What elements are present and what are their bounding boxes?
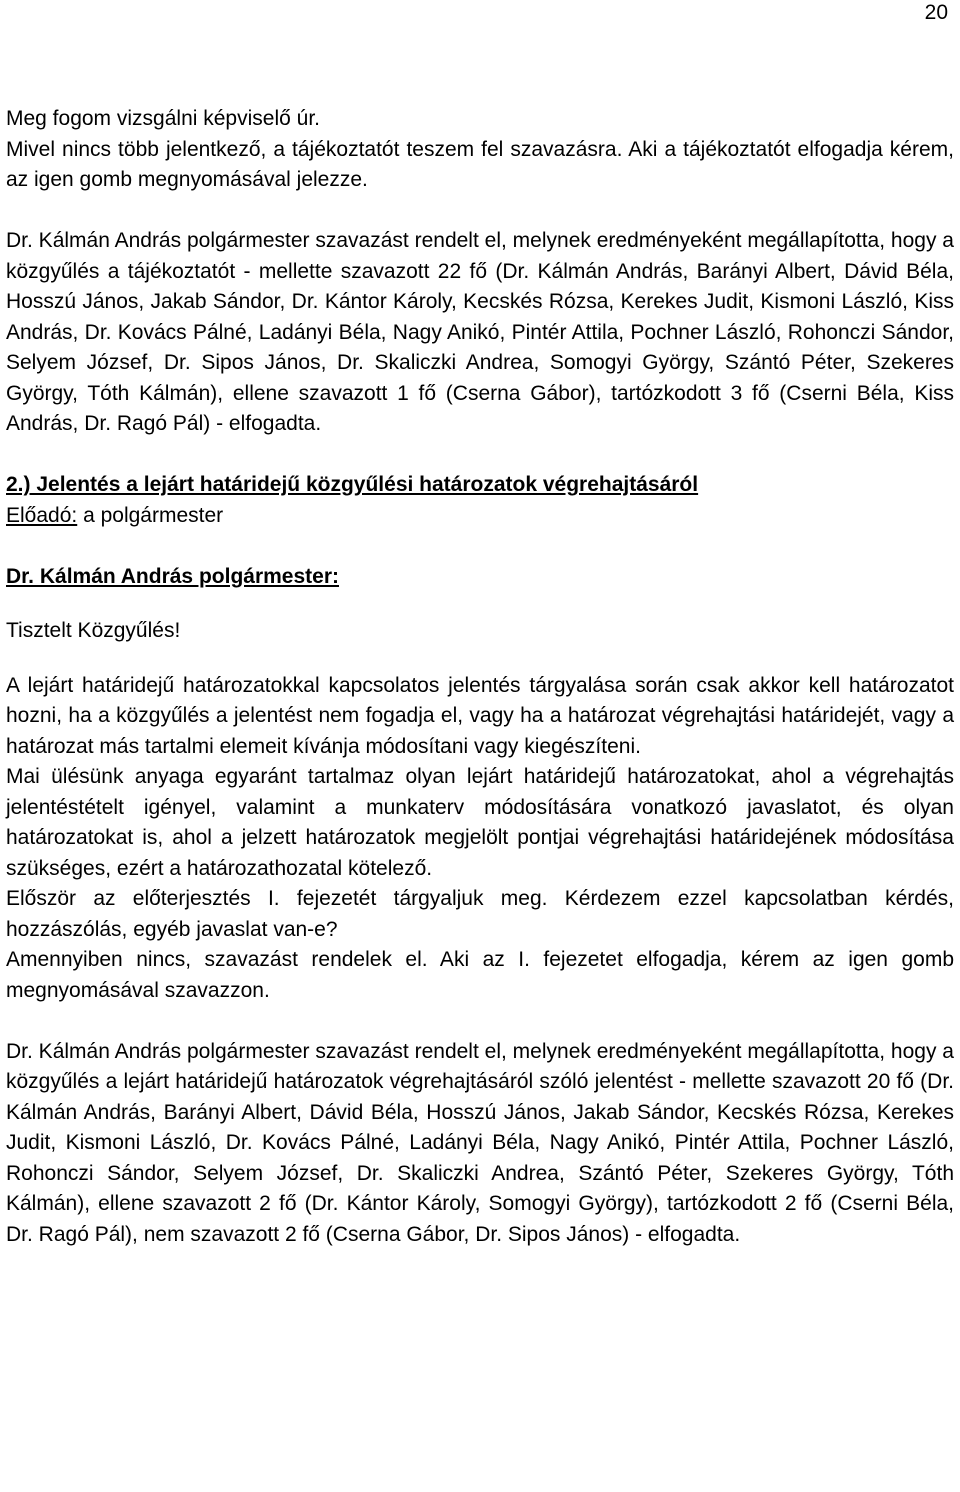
presenter-value: a polgármester xyxy=(77,503,224,527)
presenter-line xyxy=(6,501,954,532)
speech-paragraph-3: Először az előterjesztés I. fejezetét tárgyaljuk meg. Kérdezem ezzel kapcsolatban kérdés, hozzászólás, egyéb javaslat van-e? xyxy=(6,887,954,941)
paragraph-vote-call: Mivel nincs több jelentkező, a tájékoztatót teszem fel szavazásra. Aki a tájékoztatót elfogadja kérem, az igen gomb megnyomásával jelezze. xyxy=(6,137,954,191)
paragraph-vote-result-1: Dr. Kálmán András polgármester szavazást rendelt el, melynek eredményeként megállapította, hogy a közgyűlés a tájékoztatót - mellette szavazott 22 fő (Dr. Kálmán András, Barányi Albert, Dávid Béla, Hosszú János, Jakab Sándor, Dr. Kántor Károly, Kecskés Rózsa, Kerekes Judit, Kismoni László, Kiss András, Dr. Kovács Pálné, Ladányi Béla, Nagy Anikó, Pintér Attila, Pochner László, Rohonczi Sándor, Selyem József, Dr. Sipos János, Dr. Skaliczki Andrea, Somogyi György, Szántó Péter, Szekeres György, Tóth Kálmán), ellene szavazott 1 fő (Cserna Gábor), tartózkodott 3 fő (Cserni Béla, Kiss András, Dr. Ragó Pál) - elfogadta. xyxy=(6,229,954,435)
agenda-item-title: 2.) Jelentés a lejárt határidejű közgyűlési határozatok végrehajtásáról xyxy=(6,473,699,496)
paragraph-vote-result-2: Dr. Kálmán András polgármester szavazást rendelt el, melynek eredményeként megállapította, hogy a közgyűlés a lejárt határidejű határozatok végrehajtásáról szóló jelentést - mellette szavazott 20 fő (Dr. Kálmán András, Barányi Albert, Dávid Béla, Hosszú János, Jakab Sándor, Kecskés Rózsa, Kerekes Judit, Kismoni László, Dr. Kovács Pálné, Ladányi Béla, Nagy Anikó, Pintér Attila, Pochner László, Rohonczi Sándor, Selyem József, Dr. Skaliczki Andrea, Szántó Péter, Szekeres György, Tóth Kálmán), ellene szavazott 2 fő (Dr. Kántor Károly, Somogyi György), tartózkodott 2 fő (Cserni Béla, Dr. Ragó Pál), nem szavazott 2 fő (Cserna Gábor, Dr. Sipos János) - elfogadta. xyxy=(6,1039,954,1246)
document-body xyxy=(6,104,954,1250)
paragraph-statement: Meg fogom vizsgálni képviselő úr. xyxy=(6,107,320,130)
speech-paragraph-4: Amennyiben nincs, szavazást rendelek el. Aki az I. fejezetet elfogadja, kérem az igen gomb megnyomásával szavazzon. xyxy=(6,948,954,1002)
presenter-label: Előadó: xyxy=(6,503,78,527)
speech-paragraph-2: Mai ülésünk anyaga egyaránt tartalmaz olyan lejárt határidejű határozatokat, ahol a végrehajtás jelentéstételt igényel, valamint a munkaterv módosítására vonatkozó javaslatot, és olyan határozatokat is, ahol a jelzett határozatok megjelölt pontjai végrehajtási határidejének módosítása szükséges, ezért a határozathozatal kötelező. xyxy=(6,765,954,880)
speaker-name: Dr. Kálmán András polgármester: xyxy=(6,564,339,588)
page-number: 20 xyxy=(924,1,948,24)
salutation: Tisztelt Közgyűlés! xyxy=(6,619,181,642)
speech-paragraph-1: A lejárt határidejű határozatokkal kapcsolatos jelentés tárgyalása során csak akkor kell határozatot hozni, ha a közgyűlés a jelentést nem fogadja el, vagy ha a határozat végrehajtási határidejét, vagy a határozat más tartalmi elemeit kívánja módosítani vagy kiegészíteni. xyxy=(6,673,954,758)
